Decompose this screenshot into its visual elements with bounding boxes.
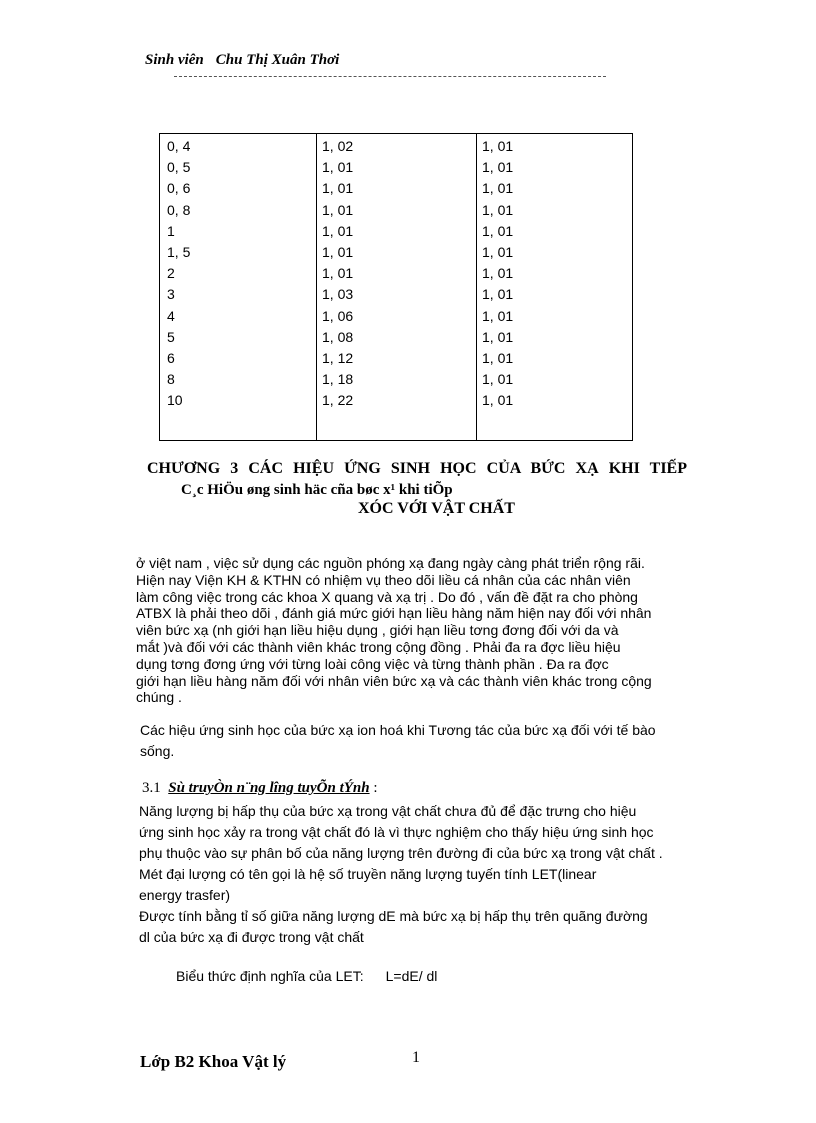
section-title: Sù truyÒn n¨ng lîng tuyÕn tÝnh — [168, 780, 370, 796]
table-cell: 2 — [167, 265, 175, 282]
chapter-title: CHƯƠNG 3 CÁC HIỆU ỨNG SINH HỌC CỦA BỨC XẠ KHI TIẾP — [147, 460, 687, 477]
table-cell: 1, 01 — [482, 265, 514, 282]
paragraph-line: viên bức xạ (nh giới hạn liều hiệu dụng , giới hạn liều tơng đơng đối với da và — [136, 622, 619, 639]
table-cell: 0, 4 — [167, 138, 191, 154]
paragraph-line: Mét đại lượng có tên gọi là hệ số truyền năng lượng tuyến tính LET(linear — [139, 866, 597, 882]
table-cell: 1, 01 — [482, 159, 514, 176]
data-table — [159, 133, 633, 441]
table-cell: 1, 18 — [322, 371, 354, 388]
table-cell: 1, 01 — [322, 159, 354, 176]
let-paragraph — [139, 801, 695, 948]
paragraph-line: mắt )và đối với các thành viên khác trong cộng đồng . Phải đa ra đợc liều hiệu — [136, 638, 621, 655]
table-cell: 1, 5 — [167, 244, 191, 260]
table-cell: 1, 01 — [482, 201, 514, 218]
paragraph-line: Hiện nay Viện KH & KTHN có nhiệm vụ theo dõi liều cá nhân của các nhân viên — [136, 571, 631, 588]
table-cell: 1, 01 — [322, 265, 354, 282]
table-cell: 0, 5 — [167, 159, 191, 176]
paragraph-line: energy trasfer) — [139, 887, 231, 903]
table-cell: 5 — [167, 328, 175, 345]
table-cell: 1, 01 — [482, 371, 514, 388]
table-cell: 1, 01 — [482, 244, 514, 260]
effects-paragraph: Các hiệu ứng sinh học của bức xạ ion hoá khi Tương tác của bức xạ đối với tế bào sống. — [140, 722, 656, 759]
let-formula — [176, 968, 437, 984]
paragraph-line: giới hạn liều hàng năm đối với nhân viên bức xạ và các thành viên khác trong cộng — [136, 672, 652, 689]
table-cell: 1, 12 — [322, 350, 354, 366]
paragraph-line: Được tính bằng tỉ số giữa năng lượng dE mà bức xạ bị hấp thụ trên quãng đường — [139, 908, 648, 924]
table-cell: 1, 01 — [482, 180, 514, 197]
paragraph-line: chúng . — [136, 689, 182, 706]
section-suffix: : — [369, 780, 378, 796]
table-cell: 0, 6 — [167, 180, 191, 197]
table-cell: 1, 01 — [482, 286, 514, 303]
header-divider — [174, 76, 606, 77]
table-cell: 1, 02 — [322, 138, 354, 154]
table-cell: 1, 22 — [322, 392, 354, 409]
paragraph-line: Năng lượng bị hấp thụ của bức xạ trong vật chất chưa đủ để đặc trưng cho hiệu — [139, 803, 637, 819]
footer-class: Lớp B2 Khoa Vật lý — [140, 1052, 287, 1071]
student-name: Chu Thị Xuân Thơi — [215, 52, 340, 68]
paragraph-line: ATBX là phải theo dõi , đánh giá mức giới hạn liều hàng năm hiện nay đối với nhân — [136, 605, 652, 622]
table-cell: 1, 03 — [322, 286, 354, 303]
table-cell: 1, 06 — [322, 307, 354, 324]
table-cell: 3 — [167, 286, 175, 303]
table-cell: 0, 8 — [167, 201, 191, 218]
table-cell: 1, 01 — [322, 201, 354, 218]
table-column-divider — [316, 134, 317, 440]
table-cell: 4 — [167, 307, 175, 324]
paragraph-line: dụng tơng đơng ứng với từng loài công việc và từng thành phần . Đa ra đợc — [136, 655, 609, 672]
chapter-title-encoded: C¸c HiÖu øng sinh häc cña bøc x¹ khi tiÕp — [181, 482, 453, 498]
table-cell: 1, 01 — [322, 222, 354, 239]
table-cell: 8 — [167, 371, 175, 388]
table-column-divider — [476, 134, 477, 440]
paragraph-line: ứng sinh học xảy ra trong vật chất đó là vì thực nghiệm cho thấy hiệu ứng sinh học — [139, 824, 654, 840]
table-cell: 1, 01 — [482, 350, 514, 366]
table-cell: 10 — [167, 392, 183, 409]
section-heading — [142, 780, 378, 797]
page-number: 1 — [412, 1049, 420, 1066]
section-number: 3.1 — [142, 780, 161, 796]
table-cell: 1, 01 — [322, 180, 354, 197]
table-cell: 1, 01 — [482, 307, 514, 324]
header-label: Sinh viên — [145, 52, 204, 68]
table-cell: 1, 01 — [482, 392, 514, 409]
table-cell: 1, 08 — [322, 328, 354, 345]
table-cell: 1 — [167, 222, 175, 239]
paragraph-line: ở việt nam , việc sử dụng các nguồn phóng xạ đang ngày càng phát triển rộng rãi. — [136, 555, 645, 571]
paragraph-line: dl của bức xạ đi được trong vật chất — [139, 929, 364, 945]
formula-label: Biểu thức định nghĩa của LET: — [176, 968, 364, 984]
chapter-subtitle: XÓC VỚI VẬT CHẤT — [358, 500, 515, 517]
table-cell: 1, 01 — [482, 328, 514, 345]
header-author — [145, 52, 339, 69]
paragraph-line: làm công việc trong các khoa X quang và xạ trị . Do đó , vấn đề đặt ra cho phòng — [136, 588, 638, 605]
table-cell: 1, 01 — [482, 222, 514, 239]
table-cell: 1, 01 — [322, 244, 354, 260]
table-cell: 6 — [167, 350, 175, 366]
table-cell: 1, 01 — [482, 138, 514, 154]
paragraph-line: phụ thuộc vào sự phân bố của năng lượng trên đường đi của bức xạ trong vật chất . — [139, 845, 663, 861]
intro-paragraph — [136, 555, 692, 706]
formula-expression: L=dE/ dl — [385, 968, 438, 984]
